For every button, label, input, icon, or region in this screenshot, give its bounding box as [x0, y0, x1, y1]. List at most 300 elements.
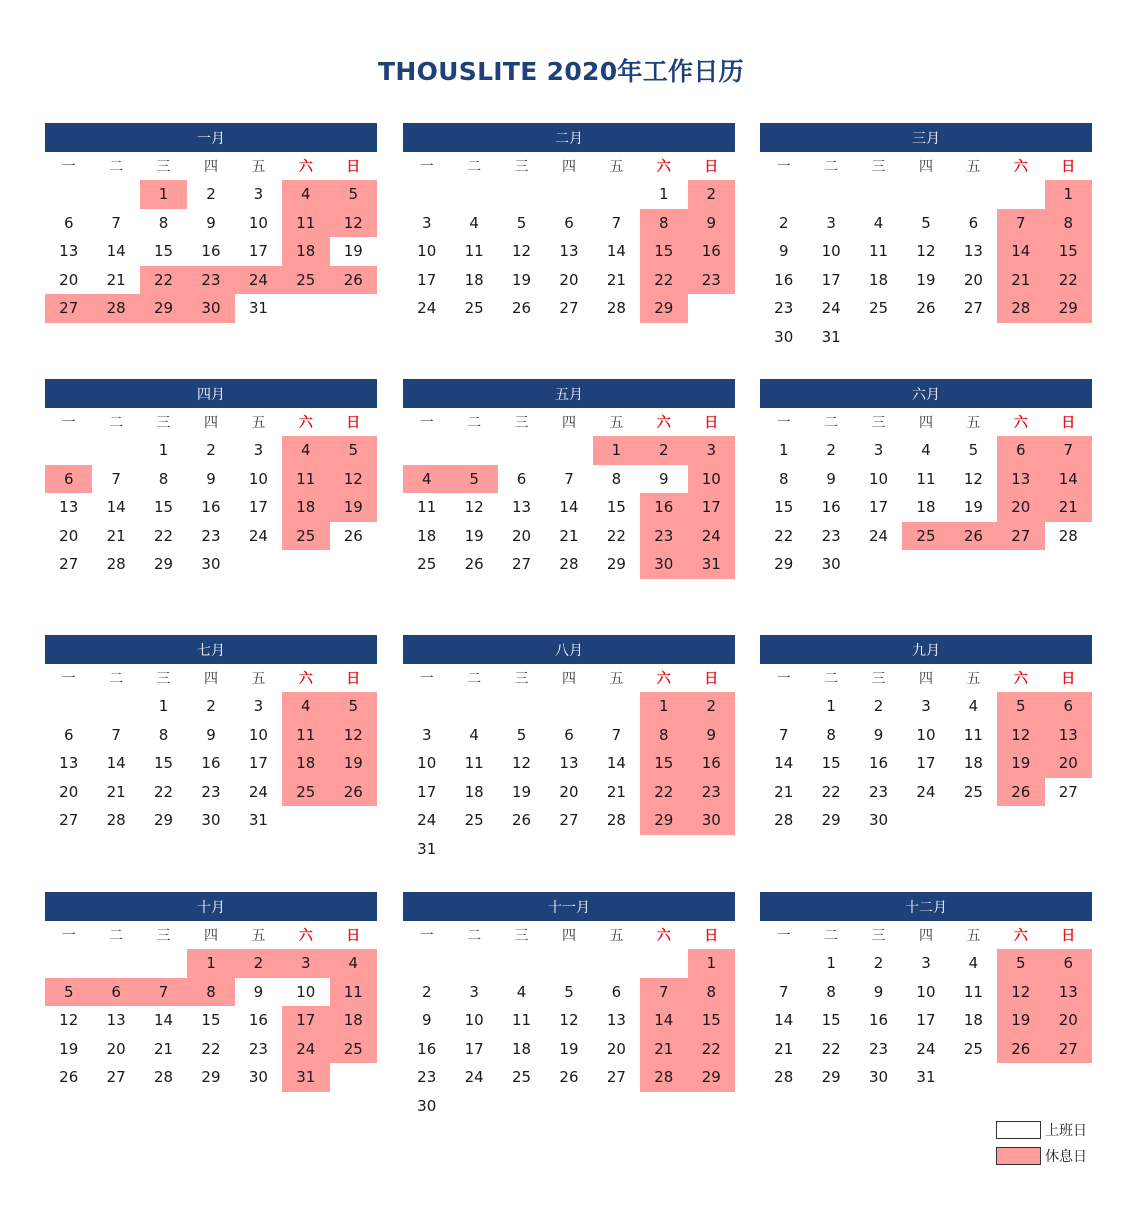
weekday-label: 二	[109, 159, 124, 175]
day-cell-offday: 18	[330, 1006, 377, 1035]
day-cell-workday: 23	[201, 526, 221, 545]
day-cell-workday: 23	[774, 299, 794, 318]
day-cell-workday: 25	[417, 555, 437, 574]
day-cell-offday: 5	[997, 692, 1044, 721]
weekday-label: 一	[419, 159, 434, 175]
weekday-label: 四	[203, 159, 218, 175]
weekday-label: 三	[514, 671, 529, 687]
day-cell-workday: 9	[778, 242, 789, 261]
day-cell-workday: 12	[512, 754, 532, 773]
weekday-label: 一	[776, 415, 791, 431]
day-cell-offday: 9	[688, 721, 735, 750]
weekday-label: 日	[1061, 928, 1076, 944]
day-cell-offday: 22	[640, 266, 687, 295]
day-cell-workday: 20	[512, 526, 532, 545]
weekday-label: 五	[251, 671, 266, 687]
day-cell-workday: 3	[253, 185, 264, 204]
day-cell-offday: 3	[688, 436, 735, 465]
day-cell-workday: 19	[916, 270, 936, 289]
day-cell-workday: 25	[963, 1039, 983, 1058]
day-cell-offday: 24	[688, 522, 735, 551]
day-cell-workday: 26	[559, 1068, 579, 1087]
day-cell-offday: 11	[282, 209, 329, 238]
day-cell-workday: 15	[201, 1011, 221, 1030]
day-grid	[760, 436, 1092, 579]
day-cell-workday: 8	[158, 469, 169, 488]
day-cell-workday: 23	[821, 526, 841, 545]
day-cell-offday: 26	[950, 522, 997, 551]
day-cell-workday: 24	[417, 299, 437, 318]
weekday-label: 日	[704, 415, 719, 431]
weekday-label: 五	[966, 159, 981, 175]
day-cell-workday: 16	[869, 754, 889, 773]
day-cell-workday: 13	[106, 1011, 126, 1030]
day-grid	[760, 692, 1092, 835]
day-cell-workday: 26	[916, 299, 936, 318]
day-cell-workday: 10	[248, 469, 268, 488]
day-cell-workday: 18	[464, 270, 484, 289]
day-cell-workday: 3	[253, 697, 264, 716]
day-cell-workday: 1	[778, 441, 789, 460]
day-cell-workday: 15	[154, 498, 174, 517]
day-cell-workday: 13	[59, 498, 79, 517]
empty-cell	[92, 692, 139, 721]
weekday-label: 五	[966, 928, 981, 944]
day-cell-workday: 20	[59, 270, 79, 289]
empty-cell	[640, 949, 687, 978]
day-cell-workday: 10	[821, 242, 841, 261]
day-cell-workday: 1	[826, 697, 836, 716]
day-cell-workday: 8	[158, 725, 169, 744]
day-cell-workday: 15	[821, 1011, 841, 1030]
day-cell-workday: 31	[248, 811, 268, 830]
day-cell-workday: 26	[464, 555, 484, 574]
day-cell-workday: 1	[659, 185, 669, 204]
day-cell-workday: 26	[512, 299, 532, 318]
day-cell-workday: 6	[516, 469, 527, 488]
day-cell-workday: 15	[774, 498, 794, 517]
day-cell-workday: 29	[606, 555, 626, 574]
weekday-label: 三	[514, 928, 529, 944]
day-cell-offday: 6	[92, 978, 139, 1007]
day-cell-workday: 3	[921, 697, 931, 716]
weekday-label: 二	[824, 159, 839, 175]
day-cell-offday: 11	[282, 465, 329, 494]
weekday-label: 五	[609, 928, 624, 944]
day-cell-workday: 3	[873, 441, 884, 460]
weekday-label: 五	[966, 415, 981, 431]
weekday-label: 二	[109, 928, 124, 944]
day-cell-offday: 2	[688, 180, 735, 209]
weekday-label: 二	[467, 928, 482, 944]
weekday-label: 三	[156, 928, 171, 944]
day-cell-workday: 30	[774, 327, 794, 346]
day-cell-offday: 19	[997, 1006, 1044, 1035]
day-cell-workday: 25	[464, 299, 484, 318]
day-cell-workday: 24	[821, 299, 841, 318]
weekday-label: 日	[1061, 671, 1076, 687]
day-cell-offday: 27	[1045, 1035, 1092, 1064]
weekday-label: 六	[656, 415, 671, 431]
day-cell-offday: 28	[92, 294, 139, 323]
day-cell-workday: 9	[873, 725, 884, 744]
day-cell-workday: 3	[469, 982, 479, 1001]
month-header: 八月	[403, 635, 735, 664]
day-cell-workday: 24	[417, 811, 437, 830]
month-header: 六月	[760, 379, 1092, 408]
day-cell-workday: 28	[774, 1068, 794, 1087]
day-cell-workday: 6	[564, 213, 574, 232]
day-cell-offday: 18	[282, 749, 329, 778]
day-cell-workday: 14	[606, 242, 626, 261]
empty-cell	[498, 949, 545, 978]
day-cell-workday: 27	[963, 299, 983, 318]
day-cell-offday: 29	[688, 1063, 735, 1092]
weekday-label: 四	[918, 159, 933, 175]
day-cell-offday: 12	[330, 465, 377, 494]
day-cell-offday: 22	[1045, 266, 1092, 295]
day-cell-workday: 29	[201, 1068, 221, 1087]
month-block	[760, 123, 1092, 351]
day-cell-offday: 14	[640, 1006, 687, 1035]
day-cell-workday: 19	[464, 526, 484, 545]
day-cell-workday: 2	[778, 213, 789, 232]
day-cell-workday: 4	[469, 725, 479, 744]
day-cell-workday: 1	[826, 954, 836, 973]
empty-cell	[545, 180, 592, 209]
weekday-label: 二	[467, 415, 482, 431]
day-cell-workday: 15	[154, 242, 174, 261]
day-cell-offday: 25	[902, 522, 949, 551]
day-cell-offday: 21	[640, 1035, 687, 1064]
day-cell-workday: 17	[417, 270, 437, 289]
day-cell-workday: 29	[154, 811, 174, 830]
day-cell-offday: 3	[282, 949, 329, 978]
legend-offday	[996, 1146, 1087, 1166]
day-cell-workday: 8	[826, 725, 836, 744]
empty-cell	[450, 436, 497, 465]
month-header: 四月	[45, 379, 377, 408]
day-cell-offday: 4	[330, 949, 377, 978]
day-cell-offday: 9	[688, 209, 735, 238]
day-cell-offday: 1	[688, 949, 735, 978]
day-cell-workday: 17	[248, 242, 268, 261]
day-cell-workday: 16	[417, 1039, 437, 1058]
empty-cell	[593, 692, 640, 721]
day-cell-workday: 29	[821, 1068, 841, 1087]
day-cell-workday: 5	[564, 982, 574, 1001]
day-cell-offday: 25	[282, 266, 329, 295]
empty-cell	[498, 180, 545, 209]
weekday-label: 一	[61, 928, 76, 944]
weekday-label: 六	[298, 928, 313, 944]
day-cell-workday: 17	[248, 498, 268, 517]
weekday-label: 三	[871, 415, 886, 431]
day-cell-workday: 2	[826, 441, 836, 460]
day-cell-workday: 27	[59, 555, 79, 574]
day-grid	[403, 949, 735, 1120]
day-cell-workday: 27	[1058, 782, 1078, 801]
day-cell-offday: 16	[688, 749, 735, 778]
day-cell-workday: 7	[111, 469, 121, 488]
day-cell-workday: 9	[826, 469, 836, 488]
day-cell-workday: 20	[559, 270, 579, 289]
day-cell-workday: 8	[778, 469, 789, 488]
day-cell-workday: 26	[59, 1068, 79, 1087]
day-cell-offday: 23	[688, 266, 735, 295]
day-cell-workday: 27	[559, 811, 579, 830]
day-cell-workday: 13	[559, 242, 579, 261]
day-cell-workday: 21	[559, 526, 579, 545]
weekday-label: 四	[561, 159, 576, 175]
day-grid	[45, 436, 377, 579]
weekday-label: 日	[346, 928, 361, 944]
day-cell-workday: 12	[464, 498, 484, 517]
day-cell-workday: 24	[248, 782, 268, 801]
weekday-label: 五	[251, 159, 266, 175]
day-cell-workday: 7	[778, 725, 789, 744]
month-block	[760, 379, 1092, 579]
empty-cell	[403, 436, 450, 465]
day-cell-workday: 22	[154, 526, 174, 545]
day-cell-offday: 4	[282, 436, 329, 465]
day-cell-workday: 25	[464, 811, 484, 830]
legend-offday-label: 休息日	[1045, 1149, 1087, 1165]
empty-cell	[760, 692, 807, 721]
day-cell-workday: 8	[826, 982, 836, 1001]
day-cell-workday: 18	[512, 1039, 532, 1058]
day-cell-workday: 10	[464, 1011, 484, 1030]
day-cell-workday: 10	[869, 469, 889, 488]
weekday-label: 四	[561, 671, 576, 687]
day-cell-workday: 17	[916, 1011, 936, 1030]
day-cell-workday: 12	[512, 242, 532, 261]
weekday-row	[760, 408, 1092, 436]
day-cell-offday: 6	[1045, 949, 1092, 978]
day-cell-workday: 10	[916, 982, 936, 1001]
month-block	[45, 635, 377, 835]
day-cell-offday: 15	[1045, 237, 1092, 266]
day-cell-workday: 28	[606, 811, 626, 830]
weekday-label: 二	[467, 159, 482, 175]
day-cell-workday: 4	[921, 441, 931, 460]
weekday-label: 一	[61, 159, 76, 175]
day-cell-offday: 30	[187, 294, 234, 323]
weekday-label: 日	[1061, 159, 1076, 175]
day-cell-offday: 17	[688, 493, 735, 522]
day-cell-workday: 22	[201, 1039, 221, 1058]
day-cell-offday: 21	[1045, 493, 1092, 522]
day-cell-offday: 20	[1045, 749, 1092, 778]
day-cell-workday: 6	[63, 725, 74, 744]
weekday-label: 日	[346, 159, 361, 175]
weekday-label: 日	[704, 159, 719, 175]
weekday-row	[760, 152, 1092, 180]
weekday-label: 一	[419, 415, 434, 431]
day-cell-offday: 30	[640, 550, 687, 579]
weekday-row	[45, 921, 377, 949]
day-cell-workday: 21	[774, 782, 794, 801]
empty-cell	[545, 949, 592, 978]
day-grid	[45, 180, 377, 323]
day-cell-offday: 21	[997, 266, 1044, 295]
weekday-label: 三	[156, 671, 171, 687]
day-cell-workday: 19	[512, 270, 532, 289]
day-cell-workday: 31	[248, 299, 268, 318]
weekday-label: 六	[1013, 928, 1028, 944]
day-cell-workday: 18	[963, 754, 983, 773]
day-cell-workday: 12	[963, 469, 983, 488]
day-cell-workday: 12	[559, 1011, 579, 1030]
day-cell-offday: 19	[997, 749, 1044, 778]
empty-cell	[593, 180, 640, 209]
day-cell-workday: 15	[606, 498, 626, 517]
day-cell-workday: 23	[417, 1068, 437, 1087]
day-cell-workday: 16	[774, 270, 794, 289]
day-cell-workday: 10	[417, 242, 437, 261]
month-header: 十月	[45, 892, 377, 921]
day-cell-offday: 23	[187, 266, 234, 295]
weekday-label: 四	[918, 415, 933, 431]
day-cell-offday: 31	[282, 1063, 329, 1092]
weekday-row	[760, 921, 1092, 949]
day-grid	[45, 949, 377, 1092]
day-cell-offday: 12	[997, 978, 1044, 1007]
day-cell-workday: 18	[464, 782, 484, 801]
day-cell-offday: 13	[997, 465, 1044, 494]
day-cell-workday: 23	[201, 782, 221, 801]
weekday-row	[45, 664, 377, 692]
empty-cell	[450, 949, 497, 978]
day-cell-workday: 3	[421, 725, 432, 744]
day-cell-offday: 20	[1045, 1006, 1092, 1035]
day-cell-workday: 14	[606, 754, 626, 773]
day-cell-workday: 16	[248, 1011, 268, 1030]
weekday-label: 三	[514, 159, 529, 175]
day-cell-offday: 19	[330, 749, 377, 778]
day-cell-workday: 11	[869, 242, 889, 261]
day-cell-workday: 25	[963, 782, 983, 801]
day-cell-offday: 2	[688, 692, 735, 721]
weekday-row	[403, 664, 735, 692]
empty-cell	[45, 949, 92, 978]
day-cell-workday: 21	[606, 782, 626, 801]
day-cell-offday: 11	[330, 978, 377, 1007]
day-cell-offday: 7	[997, 209, 1044, 238]
day-cell-offday: 5	[45, 978, 92, 1007]
weekday-label: 六	[656, 159, 671, 175]
day-cell-workday: 14	[774, 1011, 794, 1030]
day-cell-offday: 23	[640, 522, 687, 551]
day-cell-workday: 9	[253, 982, 264, 1001]
day-cell-workday: 9	[206, 725, 216, 744]
day-cell-workday: 17	[869, 498, 889, 517]
day-cell-offday: 28	[997, 294, 1044, 323]
day-cell-workday: 14	[774, 754, 794, 773]
weekday-label: 日	[346, 415, 361, 431]
day-cell-workday: 6	[63, 213, 74, 232]
day-cell-workday: 28	[774, 811, 794, 830]
day-cell-offday: 5	[330, 436, 377, 465]
day-cell-workday: 4	[516, 982, 527, 1001]
legend-offday-swatch	[996, 1147, 1041, 1165]
day-cell-workday: 27	[59, 811, 79, 830]
day-grid	[45, 692, 377, 835]
empty-cell	[760, 949, 807, 978]
day-cell-workday: 26	[512, 811, 532, 830]
day-cell-offday: 13	[1045, 721, 1092, 750]
day-cell-offday: 8	[187, 978, 234, 1007]
day-cell-offday: 29	[640, 806, 687, 835]
day-cell-workday: 16	[201, 754, 221, 773]
weekday-label: 一	[419, 928, 434, 944]
day-cell-offday: 8	[688, 978, 735, 1007]
day-cell-offday: 8	[1045, 209, 1092, 238]
day-cell-workday: 17	[821, 270, 841, 289]
day-cell-offday: 12	[330, 209, 377, 238]
weekday-label: 三	[156, 415, 171, 431]
weekday-label: 五	[251, 928, 266, 944]
day-cell-workday: 5	[968, 441, 979, 460]
day-cell-offday: 15	[688, 1006, 735, 1035]
day-cell-offday: 26	[330, 266, 377, 295]
month-block	[45, 892, 377, 1092]
day-cell-offday: 6	[997, 436, 1044, 465]
day-cell-workday: 10	[248, 725, 268, 744]
month-header: 七月	[45, 635, 377, 664]
day-cell-workday: 31	[916, 1068, 936, 1087]
day-cell-workday: 28	[154, 1068, 174, 1087]
weekday-row	[403, 152, 735, 180]
weekday-label: 一	[776, 159, 791, 175]
day-grid	[760, 180, 1092, 351]
weekday-label: 二	[824, 415, 839, 431]
empty-cell	[450, 692, 497, 721]
day-cell-workday: 22	[821, 1039, 841, 1058]
month-block	[45, 123, 377, 323]
weekday-label: 五	[609, 415, 624, 431]
day-cell-offday: 25	[282, 778, 329, 807]
month-header: 十二月	[760, 892, 1092, 921]
day-grid	[760, 949, 1092, 1092]
day-cell-offday: 7	[640, 978, 687, 1007]
day-cell-offday: 16	[688, 237, 735, 266]
day-cell-offday: 26	[997, 1035, 1044, 1064]
day-cell-workday: 19	[963, 498, 983, 517]
day-cell-workday: 21	[774, 1039, 794, 1058]
weekday-label: 日	[704, 928, 719, 944]
day-cell-offday: 22	[688, 1035, 735, 1064]
day-cell-workday: 13	[963, 242, 983, 261]
month-block	[760, 635, 1092, 835]
day-cell-workday: 30	[869, 1068, 889, 1087]
day-cell-workday: 6	[968, 213, 979, 232]
day-cell-workday: 12	[916, 242, 936, 261]
day-cell-offday: 27	[45, 294, 92, 323]
day-cell-workday: 14	[559, 498, 579, 517]
day-cell-workday: 18	[916, 498, 936, 517]
day-cell-workday: 6	[611, 982, 622, 1001]
day-cell-workday: 10	[248, 213, 268, 232]
day-cell-workday: 19	[59, 1039, 79, 1058]
empty-cell	[45, 692, 92, 721]
empty-cell	[760, 180, 807, 209]
day-cell-offday: 4	[403, 465, 450, 494]
day-cell-workday: 24	[869, 526, 889, 545]
day-cell-offday: 28	[640, 1063, 687, 1092]
weekday-label: 二	[824, 671, 839, 687]
day-cell-offday: 29	[1045, 294, 1092, 323]
